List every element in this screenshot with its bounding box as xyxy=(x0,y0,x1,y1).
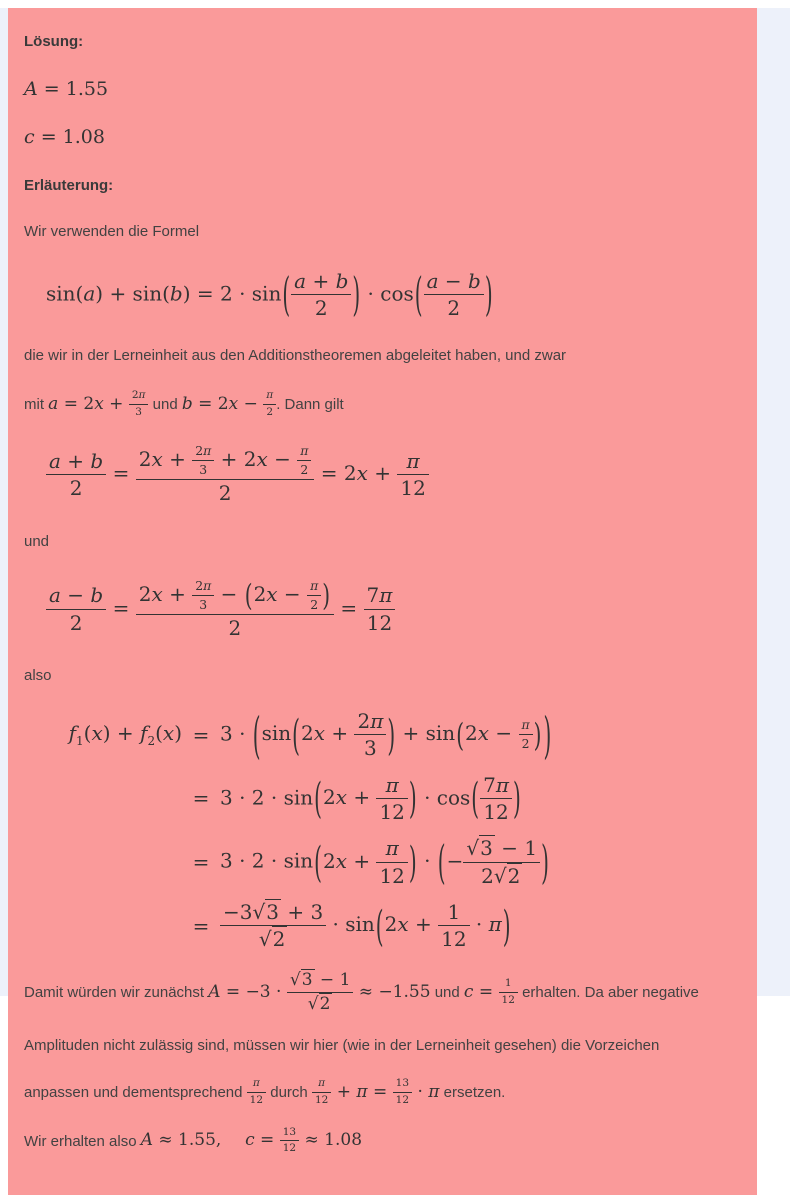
formula-addition-theorem: sin(a) + sin(b) = 2 · sin( $\frac{a + b}{2}$ ) · cos( $\frac{a - b}{2}$ ) xyxy=(46,266,493,322)
conclusion-line1: Damit würden wir zunächst A = −3 · $\frac{√3 - 1}{√2}$ ≈ −1.55 und c = $\frac{1}{12}$ erhalten. Da aber negative xyxy=(24,969,699,1014)
explanation-label: Erläuterung: xyxy=(24,176,114,194)
conclusion-line3: anpassen und dementsprechend $\frac{\pi}{12}$ durch $\frac{\pi}{12}$ + π = $\frac{13}{12}$ · π ersetzen. xyxy=(24,1076,506,1106)
derivation-lhs: $f_1(x) + f_2(x)$ xyxy=(68,721,182,749)
derivation-row4: $\frac{-3√3 + 3}{√2}$ · sin(2x + $\frac{1}{12}$ · π) xyxy=(220,901,552,951)
equals-sign: = xyxy=(192,913,210,938)
final-result-line: Wir erhalten also A ≈ 1.55, c = $\frac{13}{12}$ ≈ 1.08 xyxy=(24,1125,363,1155)
substitution-paragraph: mit a = 2x + $\frac{2\pi}{3}$ und b = 2x − $\frac{\pi}{2}$ . Dann gilt xyxy=(24,388,344,418)
solution-panel xyxy=(8,8,757,1195)
amplitude-result: A = 1.55 xyxy=(24,77,109,100)
intro-paragraph: Wir verwenden die Formel xyxy=(24,223,200,240)
derivation-row2: 3 · 2 · sin(2x + $\frac{\pi}{12}$ ) · cos( $\frac{7\pi}{12}$ ) xyxy=(220,772,521,824)
phase-result: c = 1.08 xyxy=(24,125,105,148)
also-label: also xyxy=(24,667,52,685)
formula-half-diff: $\frac{a - b}{2}$ = 2x + $\frac{2\pi}{3}$ − (2x − $\frac{\pi}{2}$ ) 2 = $\frac{7\pi}{12}$ xyxy=(46,579,741,639)
derivation-block xyxy=(32,704,741,952)
solution-label: Lösung: xyxy=(24,33,84,50)
and-label: und xyxy=(24,532,50,550)
page-background xyxy=(0,8,790,1155)
conclusion-line2: Amplituden nicht zulässig sind, müssen wir hier (wie in der Lerneinheit gesehen) die Vorzeichen xyxy=(24,1036,660,1054)
equals-sign: = xyxy=(192,786,210,811)
equals-sign: = xyxy=(192,722,210,747)
derivation-row1: 3 · (sin(2x + $\frac{2\pi}{3}$ ) + sin(2x − $\frac{\pi}{2}$ ) ) xyxy=(220,704,552,765)
formula-half-sum: $\frac{a + b}{2}$ = 2x + $\frac{2\pi}{3}$ + 2x − $\frac{\pi}{2}$ 2 = 2x + $\frac{\pi}{12}$ xyxy=(46,444,741,504)
derived-paragraph: die wir in der Lerneinheit aus den Additionstheoremen abgeleitet haben, und zwar xyxy=(24,347,567,365)
equals-sign: = xyxy=(192,850,210,875)
derivation-row3: 3 · 2 · sin(2x + $\frac{\pi}{12}$ ) · (− $\frac{√3 - 1}{2√2}$ ) xyxy=(220,834,549,890)
